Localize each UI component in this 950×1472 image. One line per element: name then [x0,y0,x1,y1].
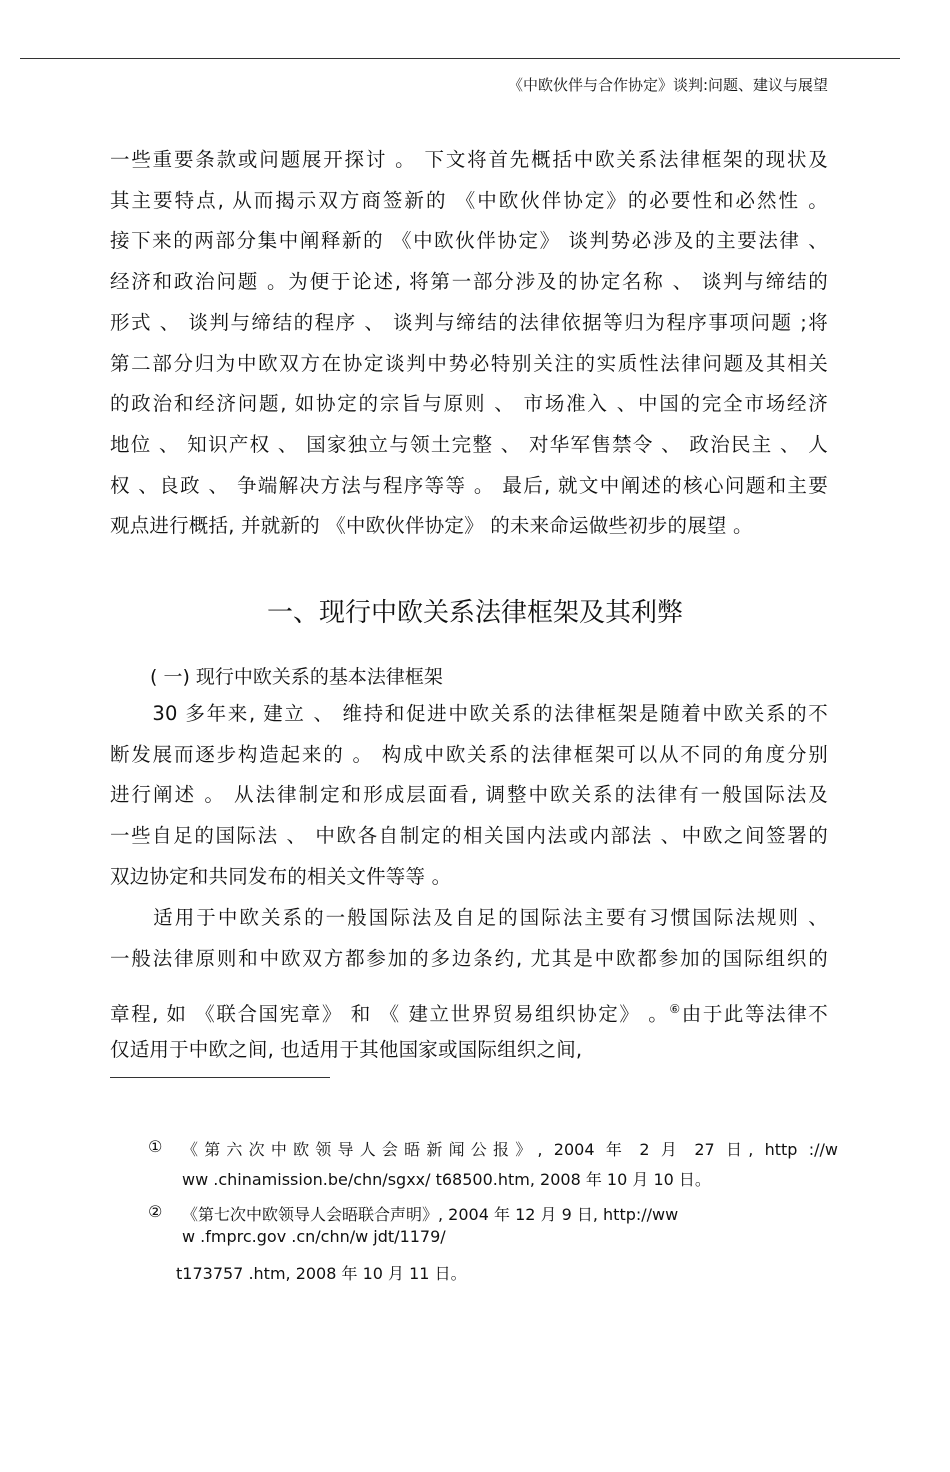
subsection-heading: ( 一) 现行中欧关系的基本法律框架 [150,666,443,688]
section-heading: 一、现行中欧关系法律框架及其利弊 [266,598,683,628]
paragraph-line: 一些自足的国际法 、 中欧各自制定的相关国内法或内部法 、中欧之间签署的 [110,824,828,848]
footnote-1-line1: 《第六次中欧领导人会晤新闻公报》, 2004 年 2 月 27 日, http ://w [182,1140,838,1159]
footnote-2-line1: 《第七次中欧领导人会晤联合声明》, 2004 年 12 月 9 日, http://ww [182,1205,679,1224]
paragraph-line: 断发展而逐步构造起来的 。 构成中欧关系的法律框架可以从不同的角度分别 [110,742,828,766]
paragraph-line: 第二部分归为中欧双方在协定谈判中势必特别关注的实质性法律问题及其相关 [110,351,828,375]
line-text: 由于此等法律不 [681,1002,828,1026]
paragraph-line: 双边协定和共同发布的相关文件等等 。 [110,864,452,888]
footnote-ref[interactable]: ⑥ [669,1002,682,1016]
paragraph-line: 进行阐述 。 从法律制定和形成层面看, 调整中欧关系的法律有一般国际法及 [110,783,828,807]
footnote-2-line2: w .fmprc.gov .cn/chn/w jdt/1179/ [182,1227,446,1246]
paragraph-line: 形式 、 谈判与缔结的程序 、 谈判与缔结的法律依据等归为程序事项问题 ;将 [110,310,828,334]
paragraph-line: 适用于中欧关系的一般国际法及自足的国际法主要有习惯国际法规则 、 [110,906,828,929]
paragraph-line: 经济和政治问题 。为便于论述, 将第一部分涉及的协定名称 、 谈判与缔结的 [110,270,828,294]
paragraph-line: 观点进行概括, 并就新的 《中欧伙伴协定》 的未来命运做些初步的展望 。 [110,514,753,538]
paragraph-line [110,997,828,1027]
paragraph-line: 仅适用于中欧之间, 也适用于其他国家或国际组织之间, [110,1038,583,1061]
paragraph-line: 权 、良政 、 争端解决方法与程序等等 。 最后, 就文中阐述的核心问题和主要 [110,473,828,497]
paragraph-line: 的政治和经济问题, 如协定的宗旨与原则 、 市场准入 、中国的完全市场经济 [110,392,828,416]
paragraph-line: 地位 、 知识产权 、 国家独立与领土完整 、 对华军售禁令 、 政治民主 、 人 [110,432,828,456]
footnote-2-line3: t173757 .htm, 2008 年 10 月 11 日。 [176,1264,467,1283]
paragraph-line: 接下来的两部分集中阐释新的 《中欧伙伴协定》 谈判势必涉及的主要法律 、 [110,229,828,253]
running-header: 《中欧伙伴与合作协定》谈判:问题、建议与展望 [507,76,828,94]
footnote-1-line2: ww .chinamission.be/chn/sgxx/ t68500.htm, 2008 年 10 月 10 日。 [182,1170,711,1189]
paragraph-line: 一般法律原则和中欧双方都参加的多边条约, 尤其是中欧都参加的国际组织的 [110,946,828,970]
paragraph-line: 30 多年来, 建立 、 维持和促进中欧关系的法律框架是随着中欧关系的不 [110,702,828,725]
footnote-1-mark: ① [148,1137,163,1156]
header-rule [20,58,900,59]
footnote-divider [110,1077,330,1078]
footnote-2-mark: ② [148,1202,163,1221]
paragraph-line: 其主要特点, 从而揭示双方商签新的 《中欧伙伴协定》的必要性和必然性 。 [110,188,828,212]
paragraph-line: 一些重要条款或问题展开探讨 。 下文将首先概括中欧关系法律框架的现状及 [110,148,828,171]
line-text: 章程, 如 《联合国宪章》 和 《 建立世界贸易组织协定》 。 [110,1002,670,1026]
